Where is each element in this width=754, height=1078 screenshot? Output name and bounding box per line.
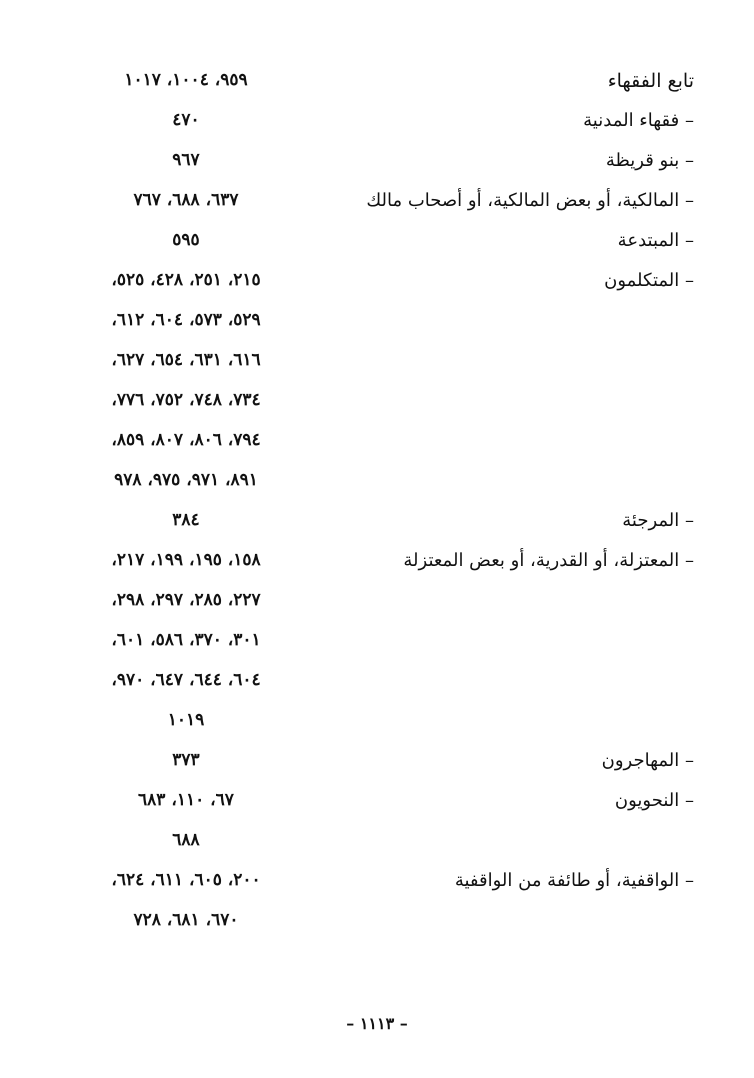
page-references: ٦٧٠، ٦٨١، ٧٢٨ xyxy=(133,910,239,930)
page-number: – ١١١٣ – xyxy=(346,1014,408,1033)
index-term: – المهاجرون xyxy=(601,750,694,771)
index-entry-line xyxy=(0,744,754,784)
index-entry-line xyxy=(0,304,754,344)
page-references: ٩٥٩، ١٠٠٤، ١٠١٧ xyxy=(124,70,248,90)
index-entry-line xyxy=(0,144,754,184)
page-references: ٤٧٠ xyxy=(172,110,200,130)
index-entry-line xyxy=(0,544,754,584)
index-term: – الواقفية، أو طائفة من الواقفية xyxy=(454,870,694,891)
page-references: ٧٩٤، ٨٠٦، ٨٠٧، ٨٥٩، xyxy=(111,430,261,450)
index-entry-line xyxy=(0,464,754,504)
page-references: ٦١٦، ٦٣١، ٦٥٤، ٦٢٧، xyxy=(111,350,261,370)
index-term: – المعتزلة، أو القدرية، أو بعض المعتزلة xyxy=(403,550,694,571)
index-entry-line xyxy=(0,864,754,904)
index-entry-line xyxy=(0,704,754,744)
index-term: – المبتدعة xyxy=(617,230,694,251)
index-entry-line xyxy=(0,344,754,384)
index-entry-line xyxy=(0,224,754,264)
page-references: ٢٠٠، ٦٠٥، ٦١١، ٦٢٤، xyxy=(111,870,261,890)
page-references: ٣٨٤ xyxy=(172,510,200,530)
page-references: ٩٦٧ xyxy=(172,150,200,170)
index-entry-line xyxy=(0,384,754,424)
page-references: ٦٧، ١١٠، ٦٨٣ xyxy=(138,790,234,810)
page-references: ٦٨٨ xyxy=(172,830,200,850)
page-references: ١٥٨، ١٩٥، ١٩٩، ٢١٧، xyxy=(111,550,261,570)
index-entry-line xyxy=(0,904,754,944)
page-references: ٨٩١، ٩٧١، ٩٧٥، ٩٧٨ xyxy=(114,470,258,490)
page-references: ٢١٥، ٢٥١، ٤٢٨، ٥٢٥، xyxy=(111,270,261,290)
index-term: – النحويون xyxy=(614,790,694,811)
page-references: ٣٠١، ٣٧٠، ٥٨٦، ٦٠١، xyxy=(111,630,261,650)
page-references: ٦٣٧، ٦٨٨، ٧٦٧ xyxy=(133,190,239,210)
index-entry-line xyxy=(0,664,754,704)
index-entry-line xyxy=(0,64,754,104)
page-references: ٥٩٥ xyxy=(172,230,200,250)
index-entry-line xyxy=(0,104,754,144)
page-references: ٢٢٧، ٢٨٥، ٢٩٧، ٢٩٨، xyxy=(111,590,261,610)
index-entry-line xyxy=(0,624,754,664)
index-term: – المتكلمون xyxy=(604,270,694,291)
page-references: ٦٠٤، ٦٤٤، ٦٤٧، ٩٧٠، xyxy=(111,670,261,690)
index-term: – فقهاء المدنية xyxy=(583,110,694,131)
index-entry-line xyxy=(0,424,754,464)
index-entry-line xyxy=(0,584,754,624)
page-references: ١٠١٩ xyxy=(167,710,205,730)
continuation-heading: تابع الفقهاء xyxy=(607,70,694,92)
index-entry-line xyxy=(0,184,754,224)
index-entry-line xyxy=(0,264,754,304)
index-term: – بنو قريظة xyxy=(605,150,694,171)
page-references: ٣٧٣ xyxy=(172,750,200,770)
page-references: ٥٢٩، ٥٧٣، ٦٠٤، ٦١٢، xyxy=(111,310,261,330)
index-entry-line xyxy=(0,784,754,824)
index-entry-line xyxy=(0,504,754,544)
index-entry-line xyxy=(0,824,754,864)
index-term: – المالكية، أو بعض المالكية، أو أصحاب مالك xyxy=(366,190,694,211)
page-references: ٧٣٤، ٧٤٨، ٧٥٢، ٧٧٦، xyxy=(111,390,261,410)
index-term: – المرجئة xyxy=(622,510,694,531)
